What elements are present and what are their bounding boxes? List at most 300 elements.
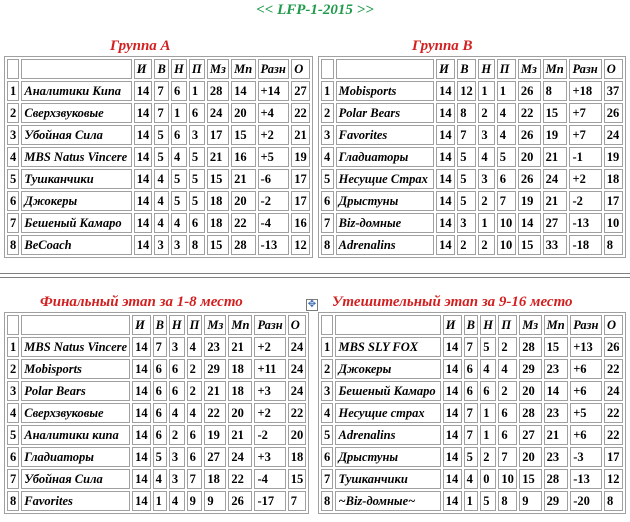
stat-cell: 10 <box>604 213 623 233</box>
stat-cell: В <box>457 59 476 79</box>
stat-cell: И <box>134 59 153 79</box>
stat-cell: 14 <box>436 213 455 233</box>
stat-cell: 18 <box>228 381 252 401</box>
place-cell <box>321 59 334 79</box>
table-row <box>7 381 306 401</box>
stat-cell: -1 <box>569 147 601 167</box>
team-name-cell: Гладиаторы <box>336 147 434 167</box>
stat-cell: Н <box>169 315 185 335</box>
stat-cell: 5 <box>189 191 205 211</box>
stat-cell: 4 <box>498 359 517 379</box>
place-cell: 6 <box>7 447 19 467</box>
stat-cell: 14 <box>132 381 151 401</box>
stat-cell: 14 <box>132 403 151 423</box>
stat-cell: +2 <box>254 403 285 423</box>
stat-cell: 8 <box>604 491 623 511</box>
stat-cell: П <box>189 59 205 79</box>
table-row <box>321 359 623 379</box>
team-name-cell: Тушканчики <box>21 169 131 189</box>
place-cell: 5 <box>321 169 334 189</box>
stat-cell: 9 <box>519 491 541 511</box>
stat-cell: 19 <box>543 125 568 145</box>
team-name-cell: Тушканчики <box>335 469 440 489</box>
stat-cell: 20 <box>231 103 255 123</box>
stat-cell: 1 <box>464 491 479 511</box>
stat-cell: 23 <box>204 337 226 357</box>
stat-cell: 21 <box>291 125 310 145</box>
stat-cell: П <box>497 59 516 79</box>
table-row <box>7 359 306 379</box>
stat-cell: -4 <box>254 469 285 489</box>
stat-cell: 14 <box>518 213 541 233</box>
place-cell: 4 <box>7 147 19 167</box>
place-cell <box>7 315 19 335</box>
team-name-cell: Джокеры <box>335 359 440 379</box>
place-cell: 7 <box>7 213 19 233</box>
stat-cell: В <box>153 315 167 335</box>
stat-cell: 1 <box>480 403 496 423</box>
stat-cell: 20 <box>518 147 541 167</box>
place-cell: 3 <box>321 381 333 401</box>
stat-cell: 22 <box>518 103 541 123</box>
stat-cell: 6 <box>153 381 167 401</box>
table-row <box>321 125 623 145</box>
stat-cell: 14 <box>134 103 153 123</box>
place-cell: 2 <box>7 359 19 379</box>
stat-cell: 4 <box>187 337 203 357</box>
stat-cell: 2 <box>498 381 517 401</box>
stat-cell: 6 <box>171 81 187 101</box>
stat-cell: +7 <box>569 125 601 145</box>
stat-cell: 14 <box>443 359 462 379</box>
stat-cell: +13 <box>570 337 602 357</box>
stat-cell: 5 <box>154 147 169 167</box>
final-stage-title: Финальный этап за 1-8 место <box>40 294 243 310</box>
stat-cell: 1 <box>478 213 494 233</box>
stat-cell: Н <box>171 59 187 79</box>
table-row <box>321 169 623 189</box>
stat-cell: -17 <box>254 491 285 511</box>
stat-cell: 21 <box>207 147 229 167</box>
team-name-cell <box>335 315 440 335</box>
team-name-cell: Убойная Сила <box>21 125 131 145</box>
stat-cell: Разн <box>254 315 285 335</box>
stat-cell: 12 <box>457 81 476 101</box>
stat-cell: 6 <box>187 425 203 445</box>
stat-cell: 4 <box>169 403 185 423</box>
stat-cell: 6 <box>187 447 203 467</box>
team-name-cell: Дрыстуны <box>335 447 440 467</box>
place-cell: 1 <box>321 337 333 357</box>
stat-cell: 28 <box>231 235 255 255</box>
stat-cell: +2 <box>258 125 290 145</box>
stat-cell: И <box>132 315 151 335</box>
team-name-cell: MBS SLY FOX <box>335 337 440 357</box>
table-header-row <box>7 59 310 79</box>
stat-cell: 3 <box>457 213 476 233</box>
stat-cell: 4 <box>464 469 479 489</box>
place-cell: 3 <box>321 125 334 145</box>
stat-cell: +6 <box>570 359 602 379</box>
place-cell: 1 <box>7 337 19 357</box>
divider-top <box>0 273 630 274</box>
stat-cell: 29 <box>204 359 226 379</box>
stat-cell: 15 <box>207 169 229 189</box>
stat-cell: П <box>498 315 517 335</box>
table-row <box>7 147 310 167</box>
stat-cell: 24 <box>604 125 623 145</box>
team-name-cell: Сверхзвуковые <box>21 403 130 423</box>
stat-cell: 24 <box>288 337 307 357</box>
stat-cell: 14 <box>544 381 569 401</box>
stat-cell: 14 <box>134 125 153 145</box>
stat-cell: 14 <box>443 381 462 401</box>
stat-cell: 17 <box>291 191 310 211</box>
stat-cell: 6 <box>169 359 185 379</box>
stat-cell: 10 <box>498 469 517 489</box>
table-row <box>321 103 623 123</box>
stat-cell: 4 <box>171 147 187 167</box>
stat-cell: 7 <box>288 491 307 511</box>
place-cell: 4 <box>7 403 19 423</box>
stat-cell: 24 <box>543 169 568 189</box>
stat-cell: 6 <box>171 125 187 145</box>
stat-cell: 22 <box>604 403 623 423</box>
stat-cell: Мз <box>207 59 229 79</box>
stat-cell: 3 <box>171 235 187 255</box>
stat-cell: -2 <box>254 425 285 445</box>
stat-cell: 6 <box>153 403 167 423</box>
stat-cell: 8 <box>543 81 568 101</box>
stat-cell: 5 <box>171 191 187 211</box>
stat-cell: Мз <box>519 315 541 335</box>
stat-cell: 6 <box>169 381 185 401</box>
stat-cell: 26 <box>604 337 623 357</box>
stat-cell: 20 <box>519 447 541 467</box>
stat-cell: Мз <box>518 59 541 79</box>
stat-cell: 4 <box>169 491 185 511</box>
place-cell: 3 <box>7 381 19 401</box>
stat-cell: +18 <box>569 81 601 101</box>
stat-cell: -13 <box>258 235 290 255</box>
stat-cell: 5 <box>171 169 187 189</box>
stat-cell: 1 <box>497 81 516 101</box>
stat-cell: 14 <box>134 191 153 211</box>
stat-cell: 18 <box>207 213 229 233</box>
place-cell: 5 <box>7 169 19 189</box>
stat-cell: 0 <box>480 469 496 489</box>
stat-cell: 12 <box>604 469 623 489</box>
stat-cell: 14 <box>436 103 455 123</box>
table-row <box>321 235 623 255</box>
place-cell: 8 <box>7 235 19 255</box>
place-cell <box>321 315 333 335</box>
stat-cell: 8 <box>498 491 517 511</box>
stat-cell: 22 <box>288 403 307 423</box>
stat-cell: 37 <box>604 81 623 101</box>
stat-cell: 14 <box>443 337 462 357</box>
group-a-title: Группа А <box>110 38 171 54</box>
table-row <box>7 103 310 123</box>
stat-cell: 5 <box>457 191 476 211</box>
stat-cell: Мп <box>231 59 255 79</box>
stat-cell: +2 <box>254 337 285 357</box>
stat-cell: +3 <box>254 447 285 467</box>
table-row <box>321 491 623 511</box>
stat-cell: 6 <box>480 381 496 401</box>
stat-cell: О <box>604 59 623 79</box>
place-cell: 1 <box>321 81 334 101</box>
team-name-cell: MBS Natus Vincere <box>21 147 131 167</box>
stat-cell: 15 <box>231 125 255 145</box>
place-cell: 5 <box>7 425 19 445</box>
stat-cell: 5 <box>189 147 205 167</box>
stat-cell: 21 <box>231 169 255 189</box>
stat-cell: 15 <box>288 469 307 489</box>
stat-cell: 6 <box>498 425 517 445</box>
consolation-stage-title: Утешительный этап за 9-16 место <box>332 294 573 310</box>
stat-cell: 4 <box>153 469 167 489</box>
group-b-table <box>318 56 626 258</box>
team-name-cell: BeCoach <box>21 235 131 255</box>
place-cell: 2 <box>7 103 19 123</box>
stat-cell: 29 <box>519 359 541 379</box>
stat-cell: 17 <box>604 447 623 467</box>
stat-cell: 7 <box>154 103 169 123</box>
stat-cell: 21 <box>228 337 252 357</box>
stat-cell: 1 <box>480 425 496 445</box>
stat-cell: 4 <box>154 169 169 189</box>
stat-cell: 14 <box>132 337 151 357</box>
stat-cell: 4 <box>171 213 187 233</box>
stat-cell: Мз <box>204 315 226 335</box>
stat-cell: 17 <box>291 169 310 189</box>
stat-cell: Мп <box>543 59 568 79</box>
stat-cell: 14 <box>436 125 455 145</box>
stat-cell: 6 <box>189 213 205 233</box>
stat-cell: 2 <box>169 425 185 445</box>
stat-cell: 7 <box>464 425 479 445</box>
stat-cell: 2 <box>187 359 203 379</box>
stat-cell: 2 <box>478 103 494 123</box>
place-cell <box>7 59 19 79</box>
place-cell: 6 <box>321 191 334 211</box>
stat-cell: 6 <box>497 169 516 189</box>
stat-cell: +7 <box>569 103 601 123</box>
place-cell: 8 <box>321 235 334 255</box>
team-name-cell: Несущие страх <box>335 403 440 423</box>
place-cell: 4 <box>321 147 334 167</box>
stat-cell: -4 <box>258 213 290 233</box>
table-row <box>7 491 306 511</box>
stat-cell: 22 <box>231 213 255 233</box>
stat-cell: 4 <box>480 359 496 379</box>
stat-cell: 14 <box>436 191 455 211</box>
stat-cell: +11 <box>254 359 285 379</box>
stat-cell: 14 <box>134 213 153 233</box>
stat-cell: 14 <box>134 147 153 167</box>
team-name-cell: Adrenalins <box>335 425 440 445</box>
stat-cell: 17 <box>207 125 229 145</box>
table-row <box>7 403 306 423</box>
stat-cell: 23 <box>544 403 569 423</box>
stat-cell: 19 <box>604 147 623 167</box>
team-name-cell: Бешеный Камаро <box>335 381 440 401</box>
stat-cell: 7 <box>498 447 517 467</box>
stat-cell: 21 <box>543 191 568 211</box>
table-row <box>321 403 623 423</box>
group-a-table <box>4 56 313 258</box>
table-row <box>7 125 310 145</box>
stat-cell: -20 <box>570 491 602 511</box>
stat-cell: 21 <box>228 425 252 445</box>
table-header-row <box>321 315 623 335</box>
team-name-cell <box>21 59 131 79</box>
stat-cell: 14 <box>436 147 455 167</box>
table-row <box>7 337 306 357</box>
stat-cell: 29 <box>544 491 569 511</box>
stat-cell: 5 <box>154 125 169 145</box>
team-name-cell <box>336 59 434 79</box>
stat-cell: 1 <box>171 103 187 123</box>
table-row <box>321 381 623 401</box>
place-cell: 5 <box>321 425 333 445</box>
stat-cell: 3 <box>169 447 185 467</box>
stat-cell: 14 <box>134 235 153 255</box>
stat-cell: 27 <box>291 81 310 101</box>
table-row <box>321 337 623 357</box>
stat-cell: 7 <box>154 81 169 101</box>
table-row <box>7 235 310 255</box>
stat-cell: 14 <box>436 235 455 255</box>
team-name-cell: Mobisports <box>21 359 130 379</box>
table-row <box>321 469 623 489</box>
stat-cell: +5 <box>258 147 290 167</box>
stat-cell: 24 <box>604 381 623 401</box>
team-name-cell <box>21 315 130 335</box>
team-name-cell: Adrenalins <box>336 235 434 255</box>
stat-cell: 5 <box>497 147 516 167</box>
team-name-cell: Favorites <box>336 125 434 145</box>
stat-cell: И <box>443 315 462 335</box>
team-name-cell: Убойная Сила <box>21 469 130 489</box>
stat-cell: 4 <box>497 125 516 145</box>
stat-cell: 9 <box>204 491 226 511</box>
stat-cell: 15 <box>543 103 568 123</box>
stat-cell: 14 <box>443 491 462 511</box>
stat-cell: -13 <box>569 213 601 233</box>
stat-cell: 7 <box>457 125 476 145</box>
stat-cell: 5 <box>480 491 496 511</box>
team-name-cell: Несущие Страх <box>336 169 434 189</box>
stat-cell: 8 <box>604 235 623 255</box>
stat-cell: 8 <box>457 103 476 123</box>
stat-cell: 3 <box>169 337 185 357</box>
stat-cell: 9 <box>187 491 203 511</box>
stat-cell: В <box>464 315 479 335</box>
table-row <box>321 191 623 211</box>
stat-cell: 23 <box>544 359 569 379</box>
stat-cell: О <box>288 315 307 335</box>
stat-cell: 6 <box>464 359 479 379</box>
stat-cell: 14 <box>436 169 455 189</box>
stat-cell: 12 <box>291 235 310 255</box>
stat-cell: 23 <box>544 447 569 467</box>
stat-cell: 8 <box>189 235 205 255</box>
stat-cell: +14 <box>258 81 290 101</box>
place-cell: 6 <box>7 191 19 211</box>
stat-cell: 14 <box>132 469 151 489</box>
table-row <box>7 169 310 189</box>
stat-cell: 17 <box>604 191 623 211</box>
team-name-cell: Гладиаторы <box>21 447 130 467</box>
stat-cell: 22 <box>228 469 252 489</box>
stat-cell: 15 <box>518 235 541 255</box>
stat-cell: 24 <box>228 447 252 467</box>
stat-cell: Разн <box>258 59 290 79</box>
stat-cell: Н <box>478 59 494 79</box>
table-row <box>7 81 310 101</box>
table-row <box>321 81 623 101</box>
stat-cell: -13 <box>570 469 602 489</box>
stat-cell: +6 <box>570 425 602 445</box>
stat-cell: +3 <box>254 381 285 401</box>
place-cell: 1 <box>7 81 19 101</box>
stat-cell: Разн <box>570 315 602 335</box>
stat-cell: 28 <box>519 337 541 357</box>
final-stage-table <box>4 312 309 514</box>
stat-cell: +5 <box>570 403 602 423</box>
stat-cell: 19 <box>291 147 310 167</box>
stat-cell: 20 <box>228 403 252 423</box>
stat-cell: 10 <box>497 235 516 255</box>
stat-cell: 7 <box>497 191 516 211</box>
stat-cell: 14 <box>443 469 462 489</box>
stat-cell: 14 <box>134 81 153 101</box>
stat-cell: 6 <box>498 403 517 423</box>
table-row <box>7 447 306 467</box>
stat-cell: -6 <box>258 169 290 189</box>
team-name-cell: Polar Bears <box>21 381 130 401</box>
stat-cell: 2 <box>480 447 496 467</box>
table-row <box>321 447 623 467</box>
table-move-handle-icon[interactable]: ✥ <box>307 299 317 310</box>
stat-cell: 3 <box>189 125 205 145</box>
table-row <box>321 425 623 445</box>
table-row <box>7 213 310 233</box>
table-row <box>7 469 306 489</box>
stat-cell: 2 <box>478 235 494 255</box>
stat-cell: 14 <box>443 425 462 445</box>
place-cell: 6 <box>321 447 333 467</box>
team-name-cell: Аналитики Кипа <box>21 81 131 101</box>
stat-cell: 21 <box>544 425 569 445</box>
stat-cell: 24 <box>207 103 229 123</box>
stat-cell: 22 <box>604 359 623 379</box>
team-name-cell: Favorites <box>21 491 130 511</box>
stat-cell: 2 <box>457 235 476 255</box>
stat-cell: 5 <box>153 447 167 467</box>
stat-cell: 14 <box>436 81 455 101</box>
stat-cell: 20 <box>288 425 307 445</box>
stat-cell: Разн <box>569 59 601 79</box>
stat-cell: 10 <box>497 213 516 233</box>
stat-cell: 19 <box>518 191 541 211</box>
stat-cell: 4 <box>154 191 169 211</box>
stat-cell: 7 <box>464 337 479 357</box>
stat-cell: 15 <box>519 469 541 489</box>
table-header-row <box>321 59 623 79</box>
